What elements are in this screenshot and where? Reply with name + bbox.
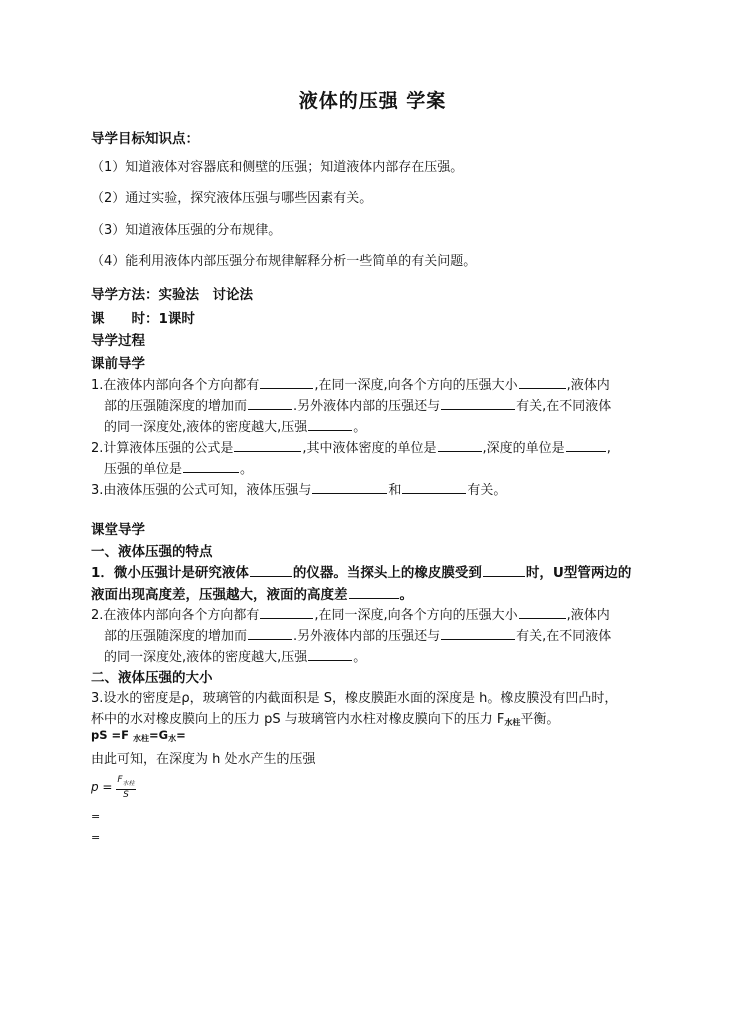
objective-item: （3）知道液体压强的分布规律。: [91, 223, 282, 238]
blank: [312, 481, 387, 494]
objective-item: （2）通过实验，探究液体压强与哪些因素有关。: [91, 191, 373, 206]
pre-q1-line3: [104, 416, 366, 435]
fraction-denominator: S: [123, 789, 129, 800]
objective-item: （1）知道液体对容器底和侧壁的压强；知道液体内部存在压强。: [91, 160, 464, 175]
hours-line: 课 时：1课时: [91, 311, 195, 327]
blank: [519, 606, 566, 619]
blank: [248, 627, 292, 640]
process-heading: 导学过程: [91, 333, 145, 349]
equals-line: =: [91, 810, 101, 823]
blank: [308, 648, 352, 661]
text: 1．微小压强计是研究液体: [91, 565, 249, 581]
text: 有关,在不同液体: [516, 629, 612, 644]
blank: [438, 439, 482, 452]
blank: [260, 376, 313, 389]
class-q1-line2: [91, 583, 413, 603]
subscript: 水柱: [504, 718, 521, 727]
pre-class-heading: 课前导学: [91, 356, 145, 372]
text: ,深度的单位是: [482, 441, 565, 456]
equals-line: =: [91, 831, 101, 844]
equation-line: [91, 728, 186, 744]
subscript: 水柱: [122, 779, 135, 787]
blank: [402, 481, 466, 494]
text: 有关,在不同液体: [516, 399, 612, 414]
blank: [441, 627, 515, 640]
text: 有关。: [467, 483, 507, 498]
pre-q3-line: [91, 479, 506, 498]
text: 液面出现高度差，压强越大，液面的高度差: [91, 587, 348, 603]
blank: [519, 376, 566, 389]
formula-lhs: p =: [91, 779, 113, 794]
objectives-heading: 导学目标知识点：: [91, 131, 199, 147]
text: .另外液体内部的压强还与: [293, 629, 441, 644]
blank: [349, 586, 399, 599]
blank: [248, 397, 292, 410]
pre-q2-line2: [104, 458, 253, 477]
text: 杯中的水对橡皮膜向上的压力 pS 与玻璃管内水柱对橡皮膜向下的压力 F: [91, 712, 505, 727]
text: ,其中液体密度的单位是: [302, 441, 437, 456]
text: 部的压强随深度的增加而: [104, 629, 248, 644]
text: 。: [353, 420, 367, 435]
text: 平衡。: [520, 712, 560, 727]
blank: [441, 397, 515, 410]
in-class-heading: 课堂导学: [91, 522, 145, 538]
blank: [234, 439, 301, 452]
conclusion-line: 由此可知，在深度为 h 处水产生的压强: [91, 752, 316, 767]
pre-q1-line1: [91, 374, 610, 393]
blank: [183, 460, 239, 473]
subscript: 水: [168, 734, 177, 743]
text: 的仪器。当探头上的橡皮膜受到: [292, 565, 482, 581]
text: 2.计算液体压强的公式是: [91, 441, 234, 456]
text: ,液体内: [566, 608, 610, 623]
blank: [250, 564, 292, 577]
text: =: [176, 728, 186, 742]
text: 。: [399, 587, 413, 603]
blank: [308, 418, 352, 431]
text: ,液体内: [566, 378, 610, 393]
pressure-formula: [91, 775, 136, 800]
class-q2-line3: [104, 646, 366, 665]
text: 。: [240, 462, 254, 477]
blank: [260, 606, 313, 619]
text: ,: [606, 441, 611, 456]
text: 时，U型管两边的: [525, 565, 632, 581]
page-title: 液体的压强 学案: [298, 90, 447, 112]
fraction: [116, 775, 135, 800]
section-heading-magnitude: 二、液体压强的大小: [91, 670, 213, 686]
pre-q1-line2: [104, 395, 611, 414]
text: 和: [388, 483, 402, 498]
text: .另外液体内部的压强还与: [293, 399, 441, 414]
objective-item: （4）能利用液体内部压强分布规律解释分析一些简单的有关问题。: [91, 254, 477, 269]
class-q3-line1: 3.设水的密度是ρ，玻璃管的内截面积是 S，橡皮膜距水面的深度是 h。橡皮膜没有凹凸时，: [91, 691, 618, 706]
class-q2-line2: [104, 625, 611, 644]
text: 的同一深度处,液体的密度越大,压强: [104, 650, 308, 665]
text: F: [117, 775, 123, 785]
text: 部的压强随深度的增加而: [104, 399, 248, 414]
text: 2.在液体内部向各个方向都有: [91, 608, 260, 623]
class-q3-line2: [91, 708, 559, 728]
pre-q2-line1: [91, 437, 611, 456]
class-q1-line1: [91, 561, 631, 581]
blank: [483, 564, 525, 577]
text: 压强的单位是: [104, 462, 183, 477]
text: =G: [149, 728, 169, 742]
text: ,在同一深度,向各个方向的压强大小: [314, 608, 518, 623]
text: 的同一深度处,液体的密度越大,压强: [104, 420, 308, 435]
section-heading-characteristics: 一、液体压强的特点: [91, 544, 213, 560]
text: 3.由液体压强的公式可知，液体压强与: [91, 483, 312, 498]
method-line: 导学方法：实验法 讨论法: [91, 287, 253, 303]
text: 。: [353, 650, 367, 665]
subscript: 水柱: [133, 734, 150, 743]
blank: [566, 439, 606, 452]
text: pS =F: [91, 728, 134, 742]
text: ,在同一深度,向各个方向的压强大小: [314, 378, 518, 393]
text: 1.在液体内部向各个方向都有: [91, 378, 260, 393]
class-q2-line1: [91, 604, 610, 623]
fraction-numerator: [116, 775, 135, 790]
